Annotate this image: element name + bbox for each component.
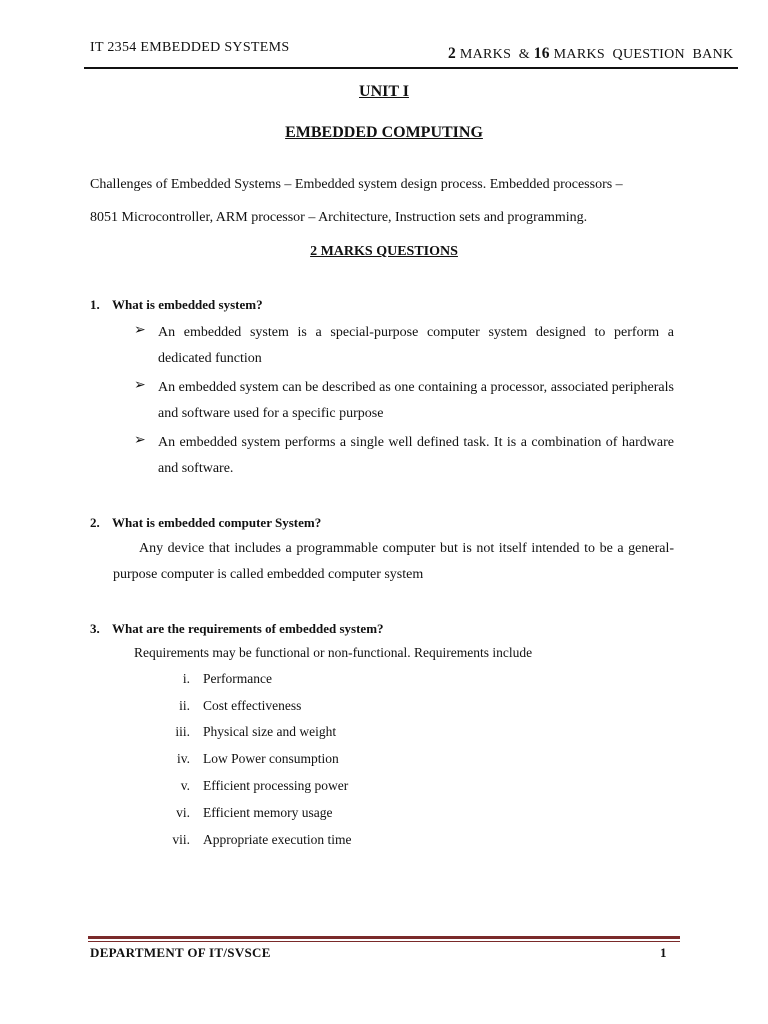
question-2 bbox=[90, 515, 321, 531]
list-item: Efficient processing power bbox=[203, 778, 349, 793]
syllabus-line-2: 8051 Microcontroller, ARM processor – Architecture, Instruction sets and programming. bbox=[90, 210, 588, 225]
list-item: Low Power consumption bbox=[203, 751, 339, 766]
question-number: 1. bbox=[90, 297, 100, 312]
header-num-2: 2 bbox=[448, 45, 457, 62]
header-num-16: 16 bbox=[533, 45, 550, 62]
footer-rule-thin bbox=[88, 941, 680, 942]
list-number: iv. bbox=[177, 751, 190, 766]
header-course-title: IT 2354 EMBEDDED SYSTEMS bbox=[90, 40, 290, 55]
header-marks-and: MARKS & bbox=[456, 47, 534, 62]
syllabus-line-1: Challenges of Embedded Systems – Embedded system design process. Embedded processors – bbox=[90, 177, 623, 192]
answer-bullet: An embedded system is a special-purpose computer system designed to perform a dedicated function bbox=[158, 325, 674, 366]
answer-bullet: An embedded system can be described as one containing a processor, associated peripherals and software used for a specific purpose bbox=[158, 380, 674, 421]
question-3 bbox=[90, 621, 384, 637]
answer-paragraph: Any device that includes a programmable computer but is not itself intended to be a general-purpose computer is called embedded computer system bbox=[113, 541, 674, 582]
question-number: 2. bbox=[90, 515, 100, 530]
footer-rule-thick bbox=[88, 936, 680, 939]
header-question-bank-title bbox=[448, 45, 733, 63]
list-number: v. bbox=[180, 778, 190, 793]
list-item: Efficient memory usage bbox=[203, 805, 333, 820]
question-text: What are the requirements of embedded system? bbox=[112, 621, 384, 636]
section-title: EMBEDDED COMPUTING bbox=[285, 124, 483, 141]
list-number: i. bbox=[182, 671, 190, 686]
question-1 bbox=[90, 297, 263, 313]
list-item: Cost effectiveness bbox=[203, 698, 302, 713]
question-number: 3. bbox=[90, 621, 100, 636]
answer-bullet: An embedded system performs a single well defined task. It is a combination of hardware and software. bbox=[158, 435, 674, 476]
header-rule bbox=[84, 67, 738, 69]
header-question-bank: MARKS QUESTION BANK bbox=[549, 47, 734, 62]
list-number: iii. bbox=[175, 724, 190, 739]
footer-department: DEPARTMENT OF IT/SVSCE bbox=[90, 945, 271, 960]
page-number: 1 bbox=[660, 945, 667, 960]
list-number: ii. bbox=[179, 698, 190, 713]
list-number: vii. bbox=[172, 832, 190, 847]
list-item: Physical size and weight bbox=[203, 724, 337, 739]
question-text: What is embedded computer System? bbox=[112, 515, 322, 530]
arrow-bullet-icon: ➢ bbox=[134, 433, 146, 448]
list-number: vi. bbox=[176, 805, 190, 820]
unit-title: UNIT I bbox=[359, 83, 409, 100]
arrow-bullet-icon: ➢ bbox=[134, 378, 146, 393]
list-item: Performance bbox=[203, 671, 272, 686]
question-text: What is embedded system? bbox=[112, 297, 263, 312]
list-item: Appropriate execution time bbox=[203, 832, 352, 847]
subsection-title: 2 MARKS QUESTIONS bbox=[310, 244, 458, 259]
requirements-intro: Requirements may be functional or non-functional. Requirements include bbox=[134, 645, 533, 660]
arrow-bullet-icon: ➢ bbox=[134, 323, 146, 338]
